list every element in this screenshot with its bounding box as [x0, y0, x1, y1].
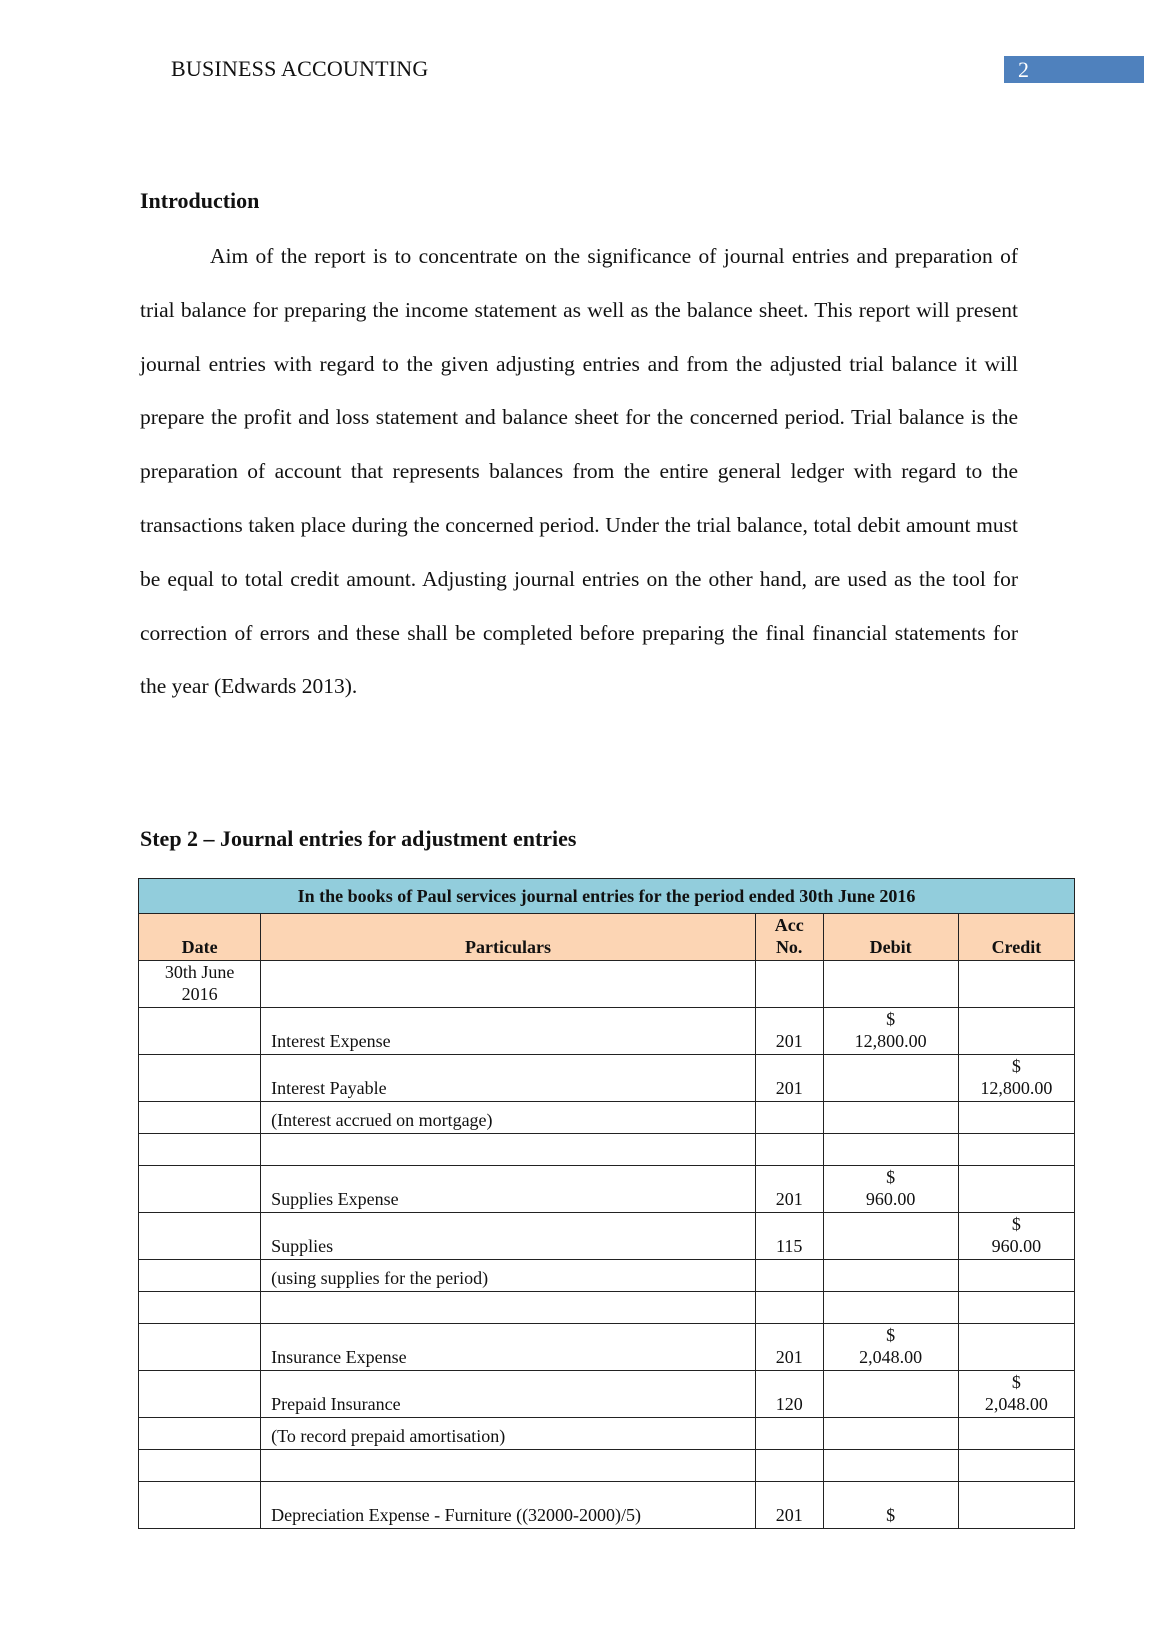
date-cell	[139, 1134, 261, 1166]
credit-cell	[958, 1371, 1074, 1418]
debit-amount: 12,800.00	[854, 1031, 927, 1051]
date-cell	[139, 1418, 261, 1450]
debit-cell	[823, 961, 958, 1008]
table-row	[139, 1324, 1075, 1371]
table-row-date	[139, 961, 1075, 1008]
date-cell	[139, 1008, 261, 1055]
credit-cell	[958, 1292, 1074, 1324]
particulars-cell: (using supplies for the period)	[261, 1260, 756, 1292]
date-cell	[139, 1450, 261, 1482]
page-number-badge	[1004, 56, 1144, 83]
journal-entries-table	[138, 878, 1075, 1529]
debit-currency-symbol: $	[886, 1505, 896, 1525]
date-cell	[139, 1213, 261, 1260]
debit-cell	[823, 1324, 958, 1371]
column-header-date: Date	[139, 914, 261, 961]
debit-cell	[823, 1371, 958, 1418]
debit-cell	[823, 1134, 958, 1166]
credit-cell	[958, 1260, 1074, 1292]
credit-currency-symbol: $	[1011, 1372, 1021, 1392]
date-cell	[139, 961, 261, 1008]
date-cell	[139, 1292, 261, 1324]
debit-amount: 2,048.00	[859, 1347, 923, 1367]
acc-no-cell	[755, 1418, 823, 1450]
debit-currency-symbol: $	[886, 1325, 896, 1345]
date-cell	[139, 1260, 261, 1292]
particulars-cell	[261, 1134, 756, 1166]
debit-cell	[823, 1418, 958, 1450]
credit-cell	[958, 1450, 1074, 1482]
credit-cell	[958, 1482, 1074, 1529]
debit-cell	[823, 1055, 958, 1102]
table-row	[139, 1482, 1075, 1529]
credit-cell	[958, 961, 1074, 1008]
debit-cell	[823, 1213, 958, 1260]
acc-no-cell: 201	[755, 1166, 823, 1213]
debit-amount: 960.00	[865, 1189, 916, 1209]
credit-cell	[958, 1166, 1074, 1213]
introduction-heading: Introduction	[140, 188, 260, 213]
table-row	[139, 1260, 1075, 1292]
particulars-cell: Supplies Expense	[261, 1166, 756, 1213]
date-cell	[139, 1324, 261, 1371]
debit-cell	[823, 1102, 958, 1134]
credit-amount: 2,048.00	[984, 1394, 1048, 1414]
credit-currency-symbol: $	[1011, 1214, 1021, 1234]
introduction-paragraph: Aim of the report is to concentrate on the significance of journal entries and preparation of trial balance for preparing the income statement as well as the balance sheet. This report will present journal entries with regard to the given adjusting entries and from the adjusted trial balance it will prepare the profit and loss statement and balance sheet for the concerned period. Trial balance is the preparation of account that represents balances from the entire general ledger with regard to the transactions taken place during the concerned period. Under the trial balance, total debit amount must be equal to total credit amount. Adjusting journal entries on the other hand, are used as the tool for correction of errors and these shall be completed before preparing the final financial statements for the year (Edwards 2013).	[140, 244, 1018, 699]
credit-cell	[958, 1418, 1074, 1450]
particulars-cell: Insurance Expense	[261, 1324, 756, 1371]
date-cell	[139, 1371, 261, 1418]
particulars-cell: Prepaid Insurance	[261, 1371, 756, 1418]
particulars-cell	[261, 961, 756, 1008]
particulars-cell: Interest Payable	[261, 1055, 756, 1102]
table-row	[139, 1055, 1075, 1102]
debit-cell	[823, 1166, 958, 1213]
table-header-row	[139, 914, 1075, 961]
credit-amount: 12,800.00	[980, 1078, 1053, 1098]
table-row	[139, 1008, 1075, 1055]
particulars-cell: (Interest accrued on mortgage)	[261, 1102, 756, 1134]
acc-no-cell: 201	[755, 1055, 823, 1102]
credit-cell	[958, 1008, 1074, 1055]
particulars-cell: Supplies	[261, 1213, 756, 1260]
table-row	[139, 1450, 1075, 1482]
acc-header-line2: No.	[775, 937, 803, 957]
acc-cell	[755, 961, 823, 1008]
table-row	[139, 1102, 1075, 1134]
credit-cell	[958, 1324, 1074, 1371]
table-title-row	[139, 879, 1075, 914]
credit-cell	[958, 1213, 1074, 1260]
date-cell	[139, 1166, 261, 1213]
debit-cell	[823, 1292, 958, 1324]
particulars-cell: Interest Expense	[261, 1008, 756, 1055]
table-row	[139, 1371, 1075, 1418]
particulars-cell	[261, 1292, 756, 1324]
column-header-credit: Credit	[958, 914, 1074, 961]
acc-no-cell: 120	[755, 1371, 823, 1418]
acc-no-cell	[755, 1292, 823, 1324]
credit-cell	[958, 1102, 1074, 1134]
credit-cell	[958, 1055, 1074, 1102]
table-title: In the books of Paul services journal entries for the period ended 30th June 2016	[139, 879, 1075, 914]
debit-cell	[823, 1260, 958, 1292]
acc-no-cell	[755, 1450, 823, 1482]
debit-currency-symbol: $	[886, 1009, 896, 1029]
acc-no-cell	[755, 1102, 823, 1134]
column-header-particulars: Particulars	[261, 914, 756, 961]
acc-no-cell: 201	[755, 1324, 823, 1371]
table-row	[139, 1213, 1075, 1260]
particulars-cell: Depreciation Expense - Furniture ((32000-2000)/5)	[261, 1482, 756, 1529]
acc-no-cell: 115	[755, 1213, 823, 1260]
acc-no-cell: 201	[755, 1008, 823, 1055]
particulars-cell	[261, 1450, 756, 1482]
credit-amount: 960.00	[991, 1236, 1042, 1256]
credit-cell	[958, 1134, 1074, 1166]
debit-currency-symbol: $	[886, 1167, 896, 1187]
table-row	[139, 1418, 1075, 1450]
acc-no-cell	[755, 1134, 823, 1166]
date-cell	[139, 1102, 261, 1134]
date-cell	[139, 1482, 261, 1529]
table-row	[139, 1134, 1075, 1166]
table-row	[139, 1166, 1075, 1213]
date-cell	[139, 1055, 261, 1102]
debit-cell	[823, 1450, 958, 1482]
date-line2: 2016	[181, 984, 218, 1004]
debit-cell	[823, 1008, 958, 1055]
acc-header-line1: Acc	[774, 915, 804, 935]
table-row	[139, 1292, 1075, 1324]
step2-heading: Step 2 – Journal entries for adjustment entries	[140, 826, 577, 851]
date-line1: 30th June	[164, 962, 235, 982]
running-header-title: BUSINESS ACCOUNTING	[171, 56, 429, 81]
page-number: 2	[1018, 57, 1029, 82]
acc-no-cell	[755, 1260, 823, 1292]
column-header-acc-no	[755, 914, 823, 961]
acc-no-cell: 201	[755, 1482, 823, 1529]
credit-currency-symbol: $	[1011, 1056, 1021, 1076]
particulars-cell: (To record prepaid amortisation)	[261, 1418, 756, 1450]
debit-cell	[823, 1482, 958, 1529]
column-header-debit: Debit	[823, 914, 958, 961]
